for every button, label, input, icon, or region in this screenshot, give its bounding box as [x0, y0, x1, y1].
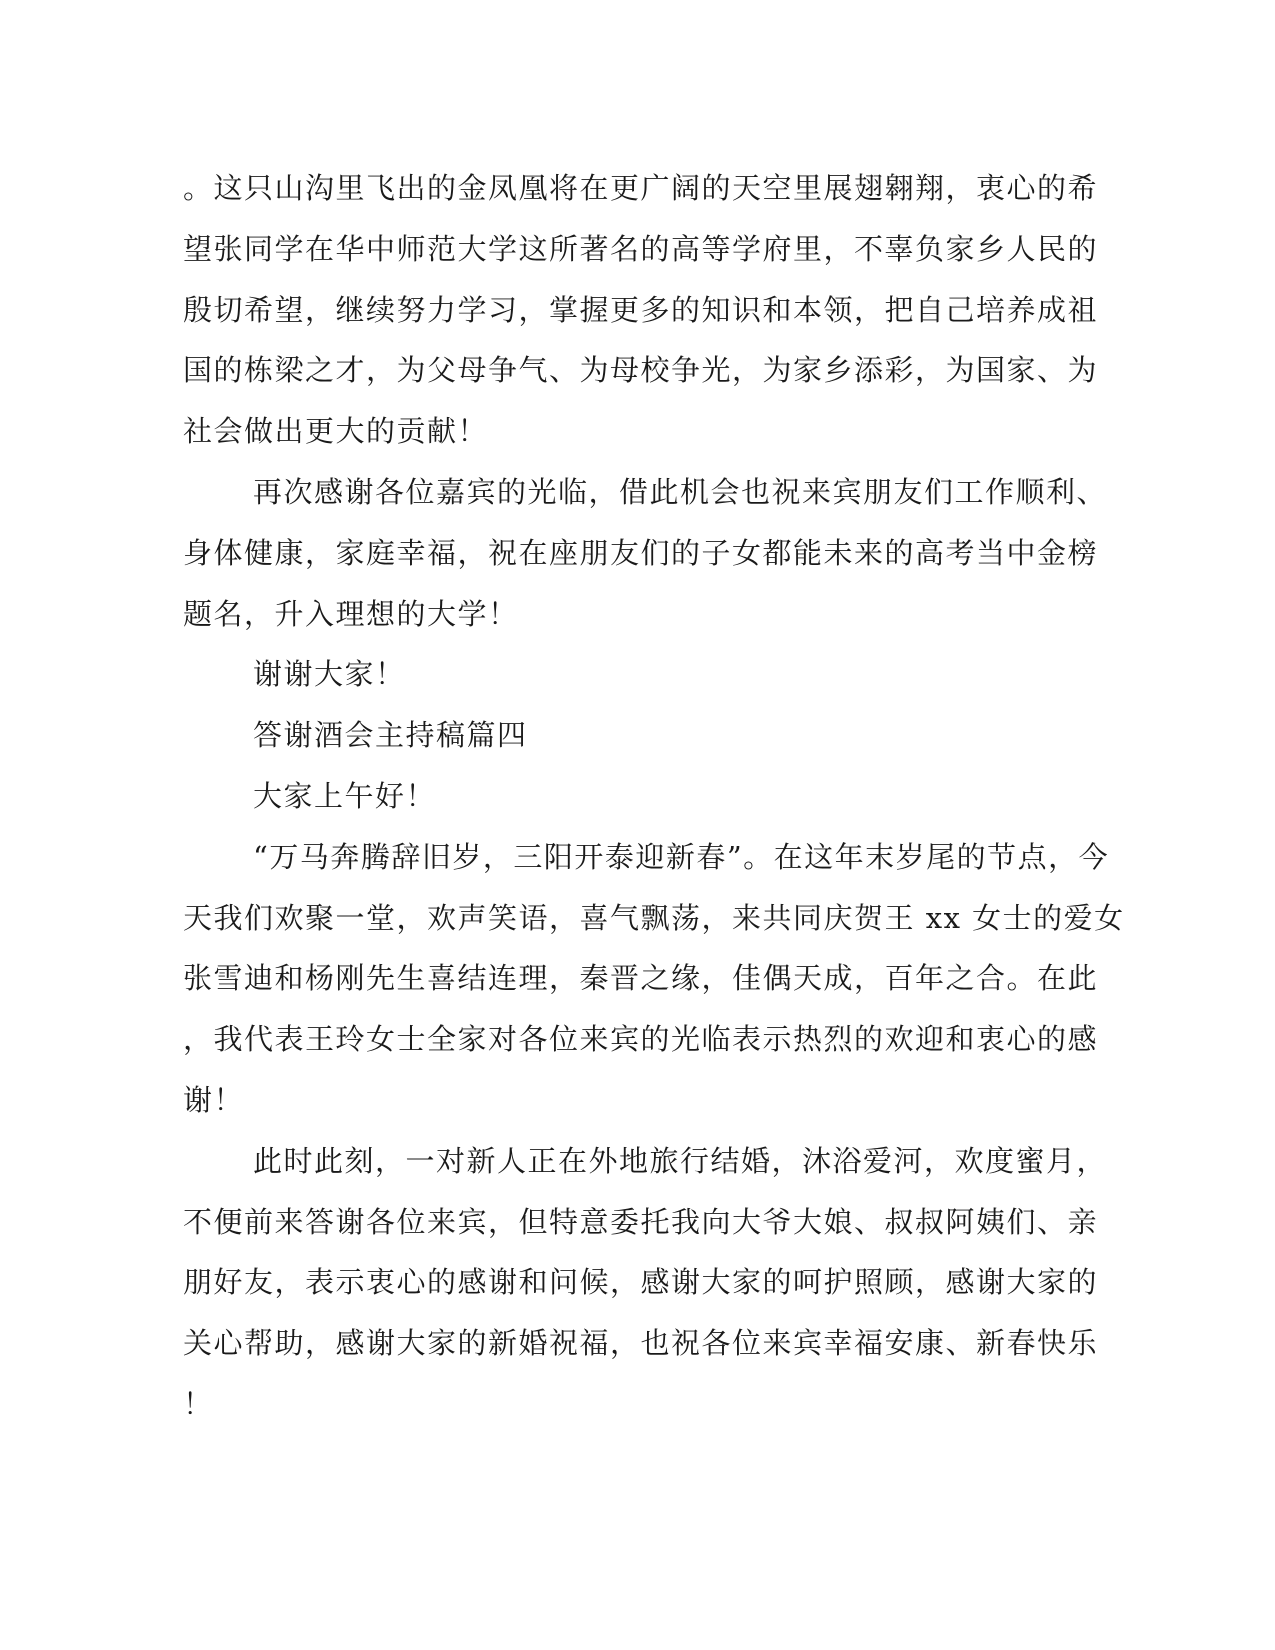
text-line: 大家上午好！ [253, 778, 437, 813]
text-line: 望张同学在华中师范大学这所著名的高等学府里，不辜负家乡人民的 [183, 231, 1099, 266]
section-heading: 答谢酒会主持稿篇四 [253, 718, 528, 753]
text-line: 。这只山沟里飞出的金凤凰将在更广阔的天空里展翅翱翔，衷心的希 [183, 171, 1099, 205]
text-line: 谢谢大家！ [253, 657, 406, 692]
text-line: 此时此刻，一对新人正在外地旅行结婚，沐浴爱河，欢度蜜月， [253, 1143, 1108, 1178]
text-line: 社会做出更大的贡献！ [183, 414, 489, 449]
document-body [183, 158, 1125, 1435]
text-line: 题名，升入理想的大学！ [183, 596, 519, 631]
text-line: 身体健康，家庭幸福，祝在座朋友们的子女都能未来的高考当中金榜 [183, 535, 1099, 570]
text-line: 不便前来答谢各位来宾，但特意委托我向大爷大娘、叔叔阿姨们、亲 [183, 1204, 1099, 1239]
text-line: 朋好友，表示衷心的感谢和问候，感谢大家的呵护照顾，感谢大家的 [183, 1265, 1099, 1300]
text-line: 张雪迪和杨刚先生喜结连理，秦晋之缘，佳偶天成，百年之合。在此 [183, 961, 1099, 996]
text-line: ！ [183, 1386, 214, 1421]
text-line: 谢！ [183, 1082, 245, 1117]
text-line: 天我们欢聚一堂，欢声笑语，喜气飘荡，来共同庆贺王 xx 女士的爱女 [183, 900, 1125, 935]
text-line: 关心帮助，感谢大家的新婚祝福，也祝各位来宾幸福安康、新春快乐 [183, 1326, 1099, 1361]
text-line: 殷切希望，继续努力学习，掌握更多的知识和本领，把自己培养成祖 [183, 292, 1099, 327]
text-line: 再次感谢各位嘉宾的光临，借此机会也祝来宾朋友们工作顺利、 [253, 474, 1108, 509]
text-line: ，我代表王玲女士全家对各位来宾的光临表示热烈的欢迎和衷心的感 [183, 1022, 1099, 1057]
text-line: 国的栋梁之才，为父母争气、为母校争光，为家乡添彩，为国家、为 [183, 353, 1099, 388]
text-line: “万马奔腾辞旧岁，三阳开泰迎新春”。在这年末岁尾的节点，今 [253, 839, 1110, 874]
